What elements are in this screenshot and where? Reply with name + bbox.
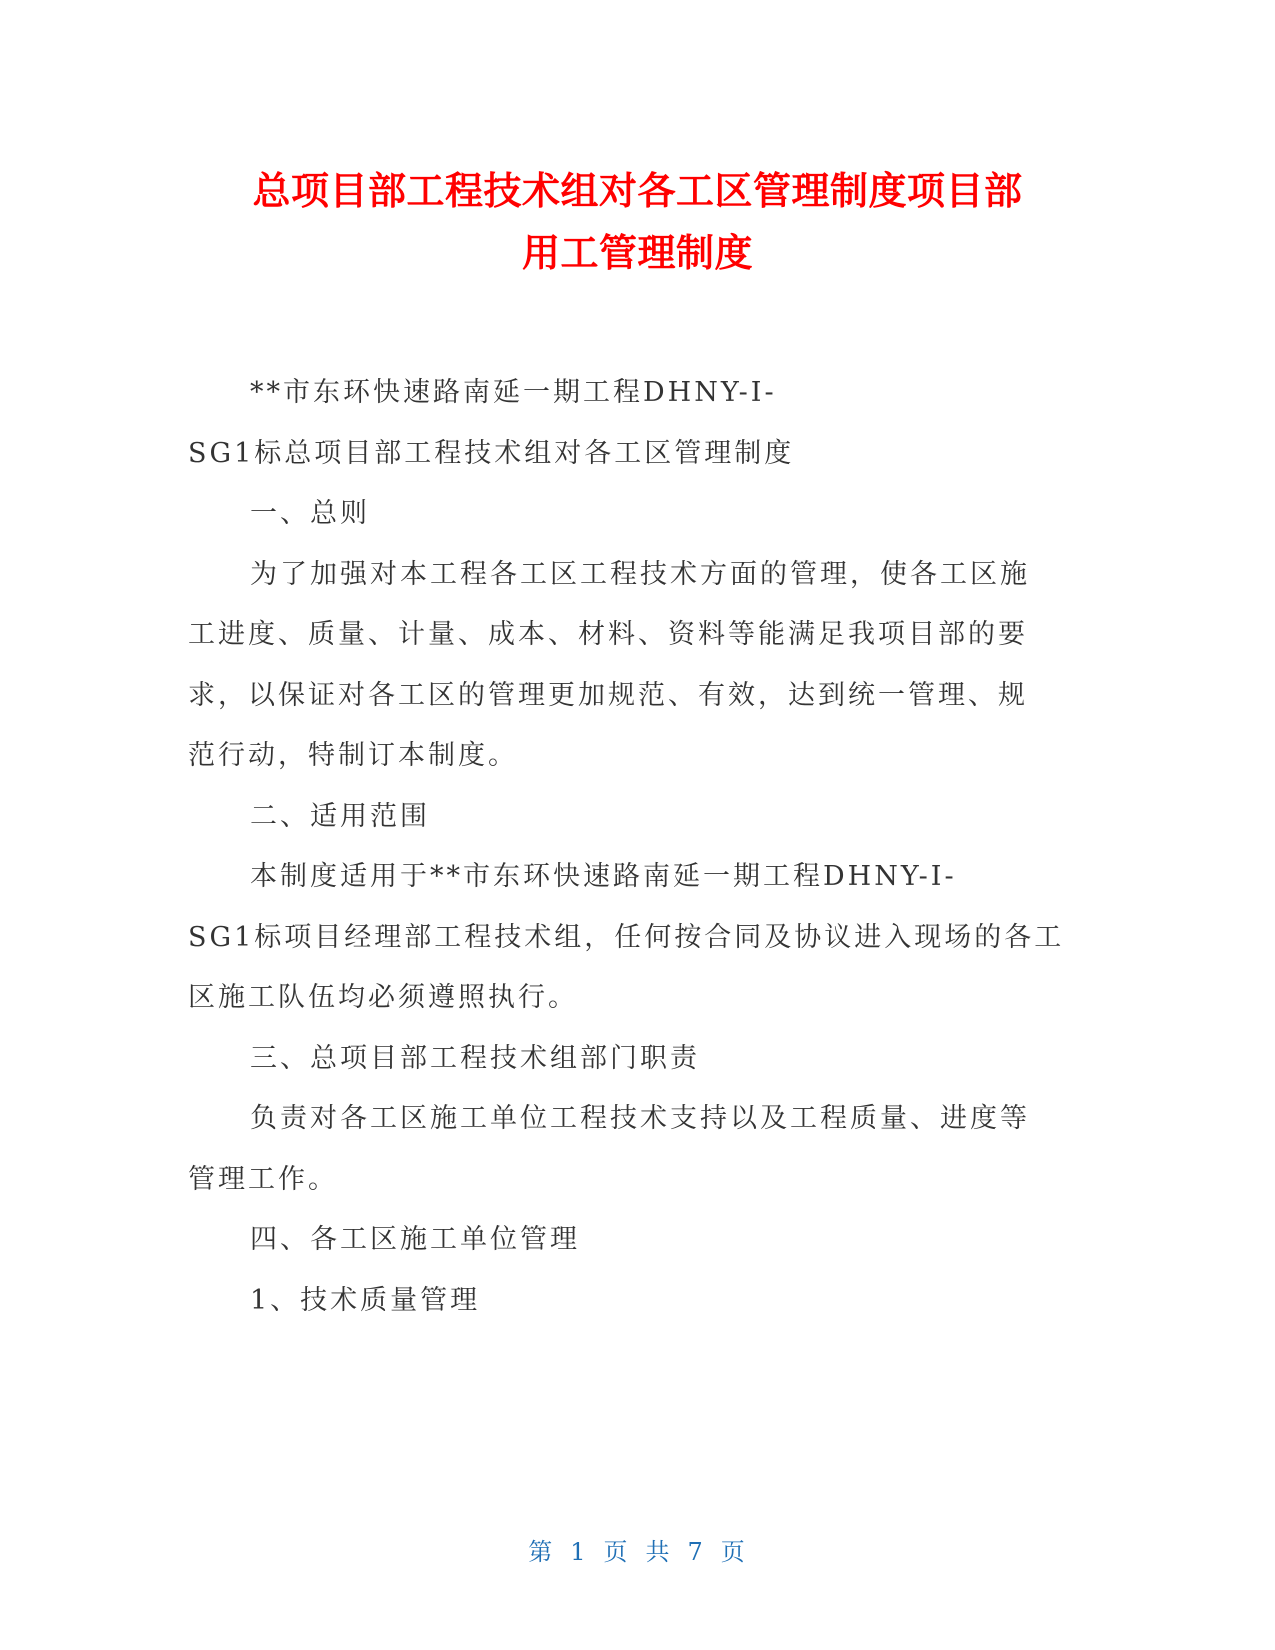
body-text-line: 四、各工区施工单位管理 [250, 1224, 580, 1255]
footer-label-gong: 共 [645, 1538, 672, 1566]
document-title [150, 160, 1125, 284]
document-body [188, 363, 1068, 1331]
body-text-line: 工进度、质量、计量、成本、材料、资料等能满足我项目部的要 [188, 619, 1028, 650]
title-line-1: 总项目部工程技术组对各工区管理制度项目部 [252, 169, 1023, 213]
total-pages-number: 7 [687, 1538, 705, 1566]
body-text-line: 范行动，特制订本制度。 [188, 740, 518, 771]
body-text-line: 区施工队伍均必须遵照执行。 [188, 982, 578, 1013]
body-text-line: 为了加强对本工程各工区工程技术方面的管理，使各工区施 [250, 558, 1030, 590]
body-text-line: 三、总项目部工程技术组部门职责 [250, 1042, 700, 1074]
body-text-line: 二、适用范围 [250, 800, 430, 832]
body-text-line: 负责对各工区施工单位工程技术支持以及工程质量、进度等 [250, 1103, 1030, 1134]
body-text-line: SG1标总项目部工程技术组对各工区管理制度 [188, 437, 795, 469]
body-text-line: 1、技术质量管理 [250, 1284, 481, 1316]
title-line-2: 用工管理制度 [521, 231, 753, 275]
page-footer [0, 1532, 1275, 1567]
body-text-line: **市东环快速路南延一期工程DHNY-I- [250, 377, 777, 408]
body-text-line: SG1标项目经理部工程技术组，任何按合同及协议进入现场的各工 [188, 921, 1065, 953]
current-page-number: 1 [570, 1538, 588, 1566]
footer-label-ye-2: 页 [720, 1538, 747, 1566]
body-text-line: 一、总则 [250, 498, 370, 529]
body-text-line: 本制度适用于**市东环快速路南延一期工程DHNY-I- [250, 861, 957, 892]
footer-label-ye: 页 [603, 1538, 630, 1566]
body-text-line: 管理工作。 [188, 1163, 338, 1195]
footer-label-di: 第 [528, 1538, 555, 1566]
body-text-line: 求，以保证对各工区的管理更加规范、有效，达到统一管理、规 [188, 679, 1028, 711]
